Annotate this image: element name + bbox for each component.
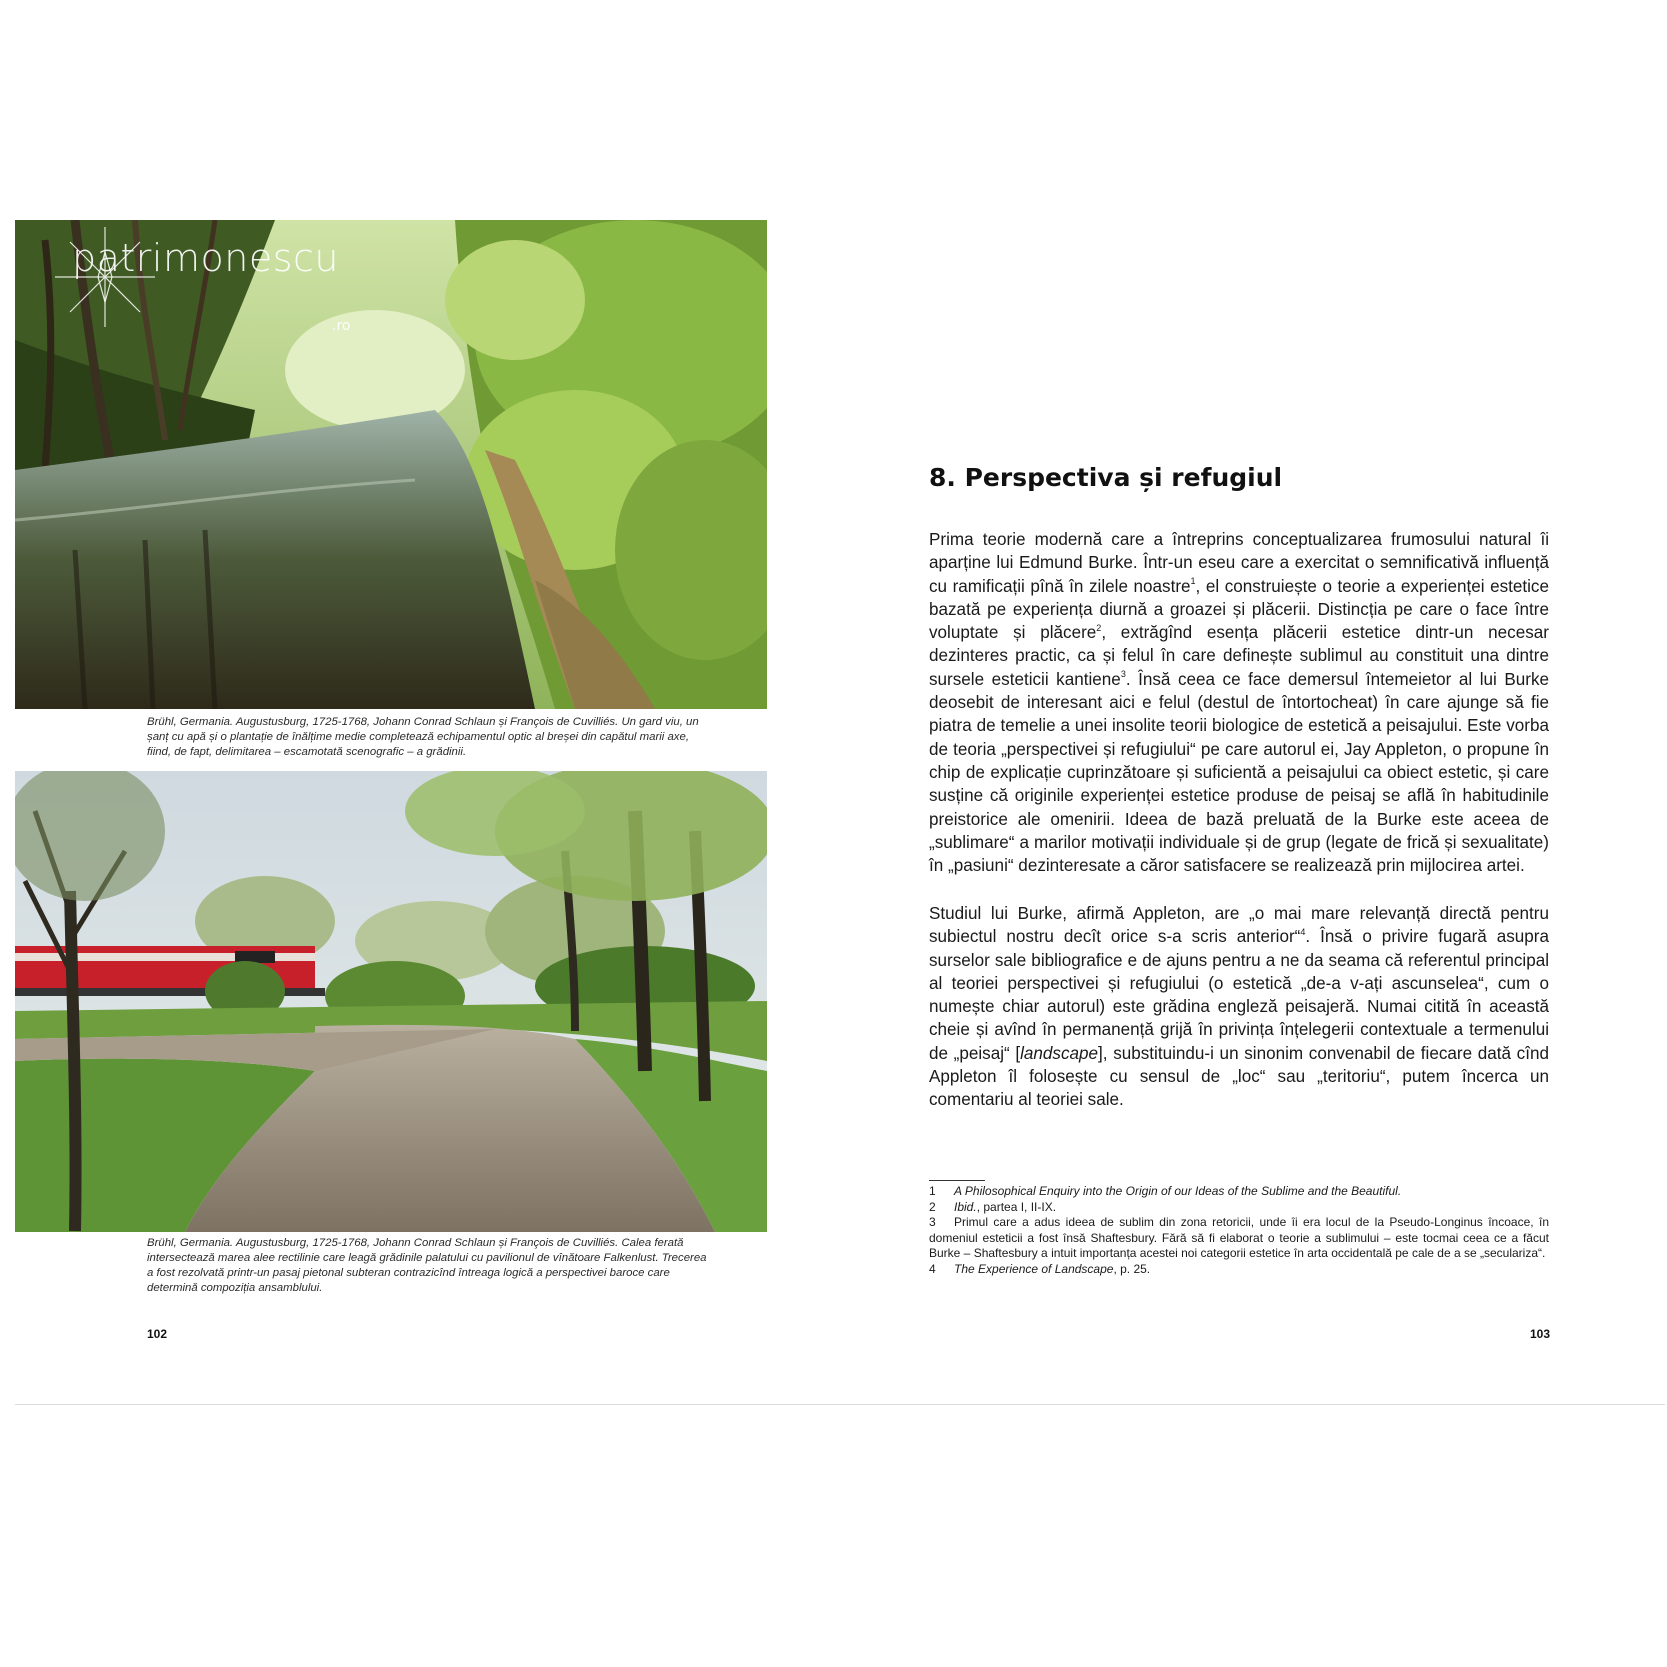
chapter-title: 8. Perspectiva și refugiul [929, 463, 1283, 492]
footnote-4-number: 4 [929, 1261, 936, 1276]
watermark-suffix: .ro [332, 318, 351, 334]
footnote-1-number: 1 [929, 1184, 936, 1198]
footnote-ref-1: 1 [1190, 575, 1196, 586]
footnote-divider [929, 1180, 985, 1181]
paragraph-2-term: landscape [1020, 1043, 1099, 1063]
bottom-divider [15, 1404, 1665, 1405]
body-paragraph-2 [929, 902, 1549, 1112]
footnote-3-number: 3 [929, 1215, 936, 1229]
paragraph-2-text-a: Studiul lui Burke, afirmă Appleton, are „o mai mare relevanță directă pentru subiectul nostru decît orice s-a scris anterior“ [929, 904, 1549, 947]
footnote-2-ibid: Ibid. [954, 1199, 977, 1214]
paragraph-2-text-b: . Însă o privire fugară asupra surselor sale bibliografice e de ajuns pentru a ne da seama că referentul principal al teoriei perspectivei și refugiului (o estetică „de-a v-ați ascunselea“, cum o numește chiar autorul) este grădina engleză peisajeră. Numai citită în această cheie și avînd în permanență grijă în privința înțelegerii contextuale a termenului de „peisaj“ [ [929, 927, 1549, 1063]
body-paragraph-1 [929, 528, 1549, 877]
page-number-right: 103 [1530, 1327, 1551, 1341]
paragraph-2-text-c: ], substituindu-i un sinonim convenabil de fiecare dată cînd Appleton îl folosește cu sensul de „loc“ sau „teritoriu“, putem încerca un comentariu al teoriei sale. [929, 1043, 1549, 1110]
footnote-2-number: 2 [929, 1199, 936, 1214]
footnotes [929, 1184, 1549, 1277]
paragraph-1-text-d: . Însă ceea ce face demersul întemeietor al lui Burke deosebit de interesant aici e felul (destul de întortocheat) în care ajunge să fie piatra de temelie a unei insolite teorii biologice de estetică a peisajului. Este vorba de teoria „perspectivei și refugiului“ pe care autorul ei, Jay Appleton, o propune în chip de explicație cuprinzătoare și suficientă a peisajului ca obiect estetic, și care susține că originile experienței estetice produse de peisaj se află în habitudinile preistorice ale omenirii. Ideea de bază preluată de la Burke este aceea de „sublimare“ a marilor motivații individuale și de grup (legate de frică și sexualitate) în „pasiuni“ dezinteresate a căror satisfacere se realizează prin mijlocirea artei. [929, 669, 1550, 876]
railway-park-illustration [15, 771, 767, 1232]
footnote-1 [929, 1184, 1549, 1200]
paragraph-1-text-b: , el construiește o teorie a experienței estetice bazată pe experiența diurnă a groazei și plăcerii. Distincția pe care o face între voluptate și plăcere [929, 576, 1549, 643]
footnote-ref-2: 2 [1096, 622, 1102, 633]
footnote-ref-4: 4 [1300, 926, 1306, 937]
photo-caption-2: Brühl, Germania. Augustusburg, 1725-1768, Johann Conrad Schlaun și François de Cuvilliés. Calea ferată intersectează marea alee rectilinie care leagă grădinile palatului cu pavilionul de vînătoare Falkenlust. Trecerea a fost rezolvată printr-un pasaj pietonal subteran contrazicînd întreaga logică a perspectivei baroce care determină compoziția ansamblului. [147, 1237, 707, 1294]
footnote-4-text [954, 1262, 1549, 1278]
footnote-1-text: A Philosophical Enquiry into the Origin of our Ideas of the Sublime and the Beautiful. [954, 1184, 1402, 1198]
footnote-3-text: Primul care a adus ideea de sublim din zona retoricii, unde îi era locul de la Pseudo-Longinus încoace, în domeniul esteticii a fost însă Shaftesbury. Fără să fi elaborat o teorie a sublimului – este tocmai ceea ce a făcut Burke – Shaftesbury a intuit importanța acestei noi categorii estetice în arta occidentală pe cale de a se „seculariza“. [929, 1215, 1549, 1260]
footnote-2-text [954, 1200, 1549, 1216]
footnote-3 [929, 1215, 1549, 1262]
watermark-text: patrimonescu [72, 236, 339, 280]
footnote-2 [929, 1200, 1549, 1216]
paragraph-1-text-c: , extrăgînd esența plăcerii estetice dintr-un necesar dezinteres practic, ca și felul în care definește sublimul au constituit una dintre sursele esteticii kantiene [929, 623, 1549, 689]
railway-park-photo [15, 771, 767, 1232]
watermark [50, 222, 370, 342]
footnote-4-title: The Experience of Landscape [954, 1261, 1114, 1276]
footnote-2-rest: , partea I, II-IX. [976, 1199, 1057, 1214]
footnote-4 [929, 1262, 1549, 1278]
page-number-left: 102 [147, 1327, 168, 1341]
photo-caption-1: Brühl, Germania. Augustusburg, 1725-1768, Johann Conrad Schlaun și François de Cuvilliés. Un gard viu, un șanț cu apă și o plantație de înălțime medie completează echipamentul optic al breșei din capătul marii axe, fiind, de fapt, delimitarea – escamotată scenografic – a grădinii. [147, 716, 699, 758]
footnote-ref-3: 3 [1120, 669, 1126, 680]
paragraph-1-text-a: Prima teorie modernă care a întreprins conceptualizarea frumosului natural îi aparține lui Edmund Burke. Într-un eseu care a exercitat o semnificativă influență cu ramificații pînă în zilele noastre [929, 530, 1549, 596]
footnote-4-rest: , p. 25. [1113, 1261, 1151, 1276]
